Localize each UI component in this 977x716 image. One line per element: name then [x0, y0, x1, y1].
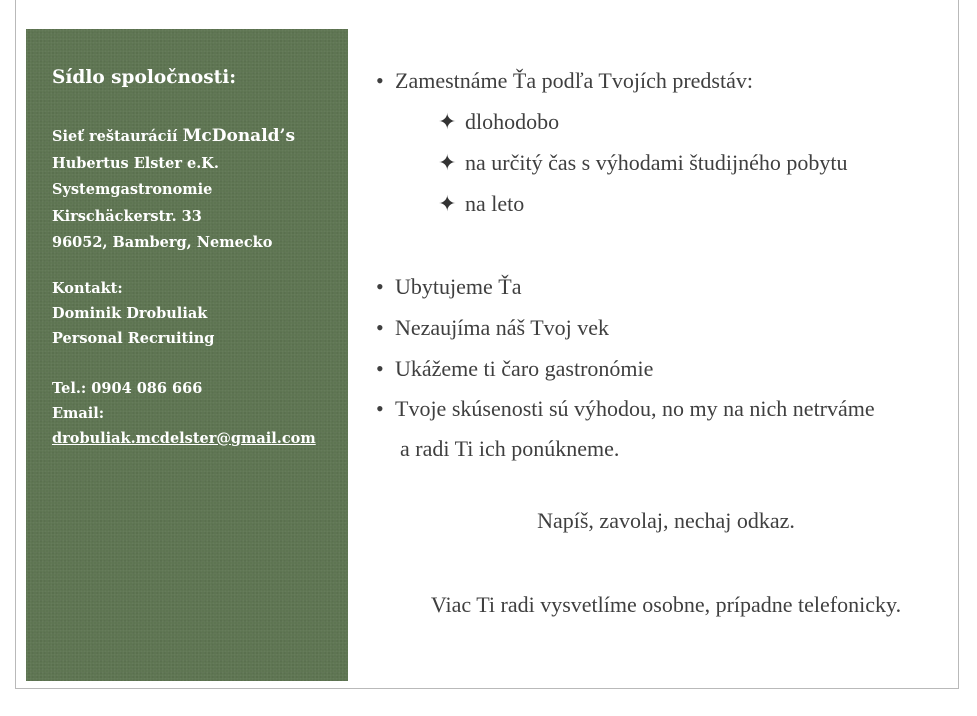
benefits-content — [376, 60, 951, 469]
option-text: na leto — [465, 191, 525, 216]
address-line-4: 96052, Bamberg, Nemecko — [52, 234, 273, 252]
experience-line-1: Tvoje skúsenosti sú výhodou, no my na nich netrváme — [395, 396, 875, 421]
option-text: dlohodobo — [465, 109, 560, 134]
company-name — [52, 123, 348, 151]
address-line-2: Systemgastronomie — [52, 181, 213, 199]
address-line-1: Hubertus Elster e.K. — [52, 154, 219, 172]
bullet-text: Nezaujíma náš Tvoj vek — [395, 315, 610, 340]
company-prefix: Sieť reštaurácií — [52, 128, 178, 146]
spacer — [52, 351, 348, 376]
address-line-3: Kirschäckerstr. 33 — [52, 207, 202, 225]
option-text: na určitý čas s výhodami študijného pobytu — [465, 150, 848, 175]
experience-line-2: a radi Ti ich ponúkneme. — [400, 436, 620, 461]
call-to-action: Napíš, zavolaj, nechaj odkaz. — [537, 508, 795, 533]
bullet-item-experience — [376, 389, 951, 469]
bullet-icon: • — [376, 68, 384, 93]
sidebar-heading: Sídlo spoločnosti: — [52, 67, 237, 88]
spacer — [376, 224, 951, 266]
bullet-text: Ukážeme ti čaro gastronómie — [395, 356, 654, 381]
star-icon: ✦ — [438, 109, 457, 134]
bullet-icon: • — [376, 396, 384, 421]
email-label: Email: — [52, 404, 105, 422]
intro-text: Zamestnáme Ťa podľa Tvojích predstáv: — [395, 68, 753, 93]
bullet-icon: • — [376, 315, 384, 340]
option-item — [376, 101, 951, 142]
option-item — [376, 183, 951, 224]
option-item — [376, 142, 951, 183]
contact-role: Personal Recruiting — [52, 329, 215, 347]
email-link[interactable]: drobuliak.mcdelster@gmail.com — [52, 429, 316, 447]
contact-label: Kontakt: — [52, 279, 123, 297]
bullet-icon: • — [376, 356, 384, 381]
bullet-icon: • — [376, 274, 384, 299]
bullet-text: Ubytujeme Ťa — [395, 274, 522, 299]
bullet-item — [376, 348, 951, 389]
email-row — [52, 426, 348, 451]
phone-number: Tel.: 0904 086 666 — [52, 379, 203, 397]
bullet-item — [376, 307, 951, 348]
bullet-intro — [376, 60, 951, 101]
spacer — [52, 257, 348, 276]
company-brand: McDonald’s — [182, 126, 296, 147]
star-icon: ✦ — [438, 150, 457, 175]
company-info-sidebar — [26, 29, 348, 681]
bullet-item — [376, 266, 951, 307]
star-icon: ✦ — [438, 191, 457, 216]
contact-name: Dominik Drobuliak — [52, 304, 208, 322]
closing-line: Viac Ti radi vysvetlíme osobne, prípadne telefonicky. — [430, 592, 902, 617]
